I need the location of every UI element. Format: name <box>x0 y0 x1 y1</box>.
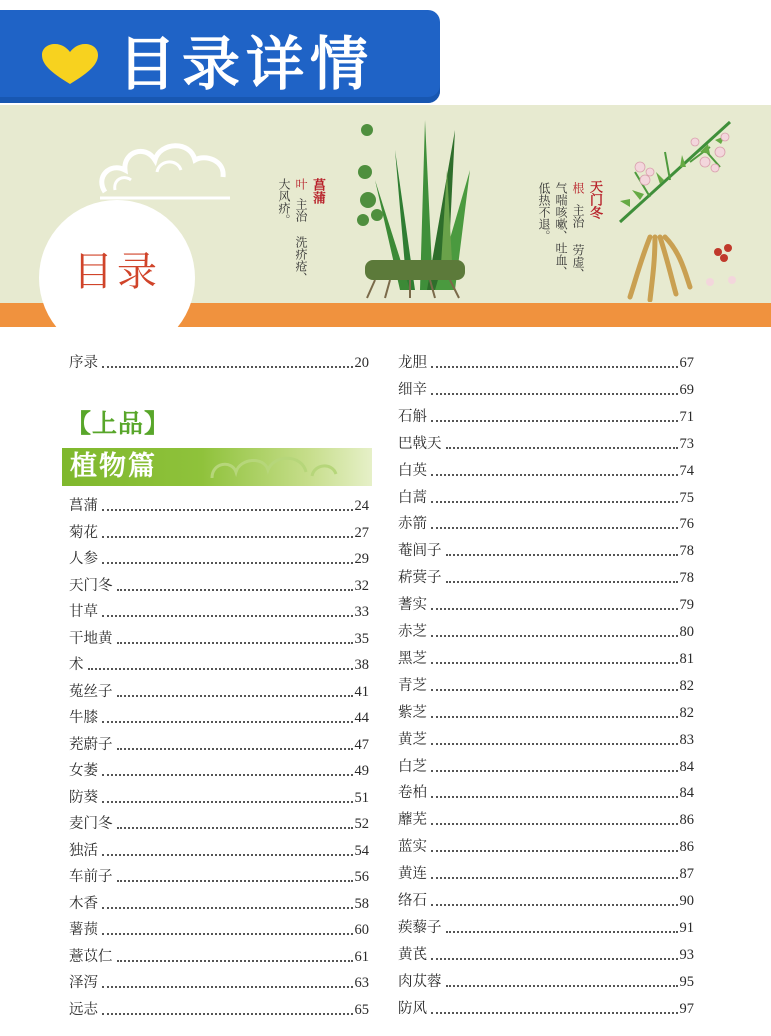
plant2-text3: 低热不退。 <box>537 182 551 242</box>
toc-entry-page: 84 <box>679 785 694 802</box>
toc-entry-page: 78 <box>679 570 694 587</box>
toc-entry-name: 菖蒲 <box>69 498 98 514</box>
toc-entry[interactable] <box>398 488 694 508</box>
toc-entry-page: 91 <box>679 919 694 936</box>
toc-entry-page: 47 <box>354 736 369 753</box>
plant1-part: 叶 <box>294 178 308 190</box>
toc-entry[interactable] <box>69 735 369 755</box>
toc-entry-page: 78 <box>679 543 694 560</box>
leader-dots <box>117 589 353 591</box>
toc-entry[interactable] <box>398 918 694 938</box>
cloud-decoration <box>202 450 367 484</box>
toc-entry-page: 63 <box>354 975 369 991</box>
leader-dots <box>431 850 678 852</box>
toc-entry-page: 33 <box>354 604 369 620</box>
toc-entry[interactable] <box>69 496 369 516</box>
leader-dots <box>431 420 678 422</box>
leader-dots <box>102 801 353 803</box>
leader-dots <box>117 748 353 750</box>
leader-dots <box>117 695 353 697</box>
leader-dots <box>431 904 678 906</box>
toc-entry-name: 肉苁蓉 <box>398 973 442 990</box>
leader-dots <box>446 581 678 583</box>
leader-dots <box>102 615 353 617</box>
toc-entry-page: 32 <box>354 577 369 594</box>
toc-entry-name: 远志 <box>69 1001 98 1018</box>
toc-entry[interactable] <box>69 549 369 569</box>
toc-entry-name: 黄连 <box>398 866 427 883</box>
leader-dots <box>102 509 353 511</box>
toc-entry[interactable] <box>398 407 694 427</box>
leader-dots <box>431 527 678 529</box>
leader-dots <box>102 907 353 909</box>
toc-entry[interactable] <box>69 761 369 781</box>
leader-dots <box>102 854 353 856</box>
toc-entry-name: 白蒿 <box>398 489 427 506</box>
toc-entry-name: 络石 <box>398 893 427 909</box>
plant1-text2: 大风疥。 <box>277 178 291 226</box>
toc-entry-name: 黄芝 <box>398 731 427 748</box>
toc-entry-name: 独活 <box>69 842 98 859</box>
toc-entry-page: 76 <box>679 516 694 533</box>
leader-dots <box>431 689 678 691</box>
toc-entry[interactable] <box>398 783 694 803</box>
toc-entry[interactable] <box>69 973 369 993</box>
leader-dots <box>117 880 353 882</box>
leader-dots <box>431 958 678 960</box>
leader-dots <box>431 393 678 395</box>
toc-entry[interactable] <box>398 864 694 884</box>
toc-entry-page: 27 <box>354 524 369 541</box>
toc-entry-name: 黑芝 <box>398 650 427 667</box>
toc-entry-page: 54 <box>354 842 369 859</box>
toc-entry-name: 卷柏 <box>398 785 427 802</box>
leader-dots <box>431 635 678 637</box>
header-banner <box>0 10 440 103</box>
plant2-text1: 劳虚、 <box>571 244 585 280</box>
toc-entry[interactable] <box>69 682 369 702</box>
toc-entry-page: 44 <box>354 710 369 726</box>
toc-entry[interactable] <box>398 353 694 373</box>
toc-entry-page: 24 <box>354 498 369 514</box>
toc-entry[interactable] <box>398 810 694 830</box>
leader-dots <box>431 366 678 368</box>
toc-entry[interactable] <box>398 595 694 615</box>
toc-entry-page: 60 <box>354 922 369 938</box>
leader-dots <box>102 986 353 988</box>
toc-entry[interactable] <box>398 514 694 534</box>
toc-entry-name: 菴闾子 <box>398 543 442 560</box>
plant1-treats: 主治 <box>294 198 308 222</box>
heart-icon <box>40 42 100 86</box>
toc-entry-page: 29 <box>354 551 369 567</box>
leader-dots <box>431 608 678 610</box>
toc-entry[interactable] <box>398 837 694 857</box>
toc-entry[interactable] <box>398 622 694 642</box>
leader-dots <box>431 877 678 879</box>
toc-entry[interactable] <box>69 523 369 543</box>
toc-entry[interactable] <box>69 655 369 675</box>
leader-dots <box>431 823 678 825</box>
toc-entry-name: 茺蔚子 <box>69 736 113 753</box>
leader-dots <box>117 642 353 644</box>
toc-entry-name: 甘草 <box>69 604 98 620</box>
toc-entry-page: 86 <box>679 839 694 856</box>
toc-entry-page: 67 <box>679 355 694 371</box>
toc-entry[interactable] <box>69 894 369 914</box>
toc-entry[interactable] <box>398 757 694 777</box>
toc-entry[interactable] <box>398 461 694 481</box>
toc-entry-page: 71 <box>679 408 694 425</box>
toc-entry-name: 青芝 <box>398 677 427 694</box>
toc-entry-page: 65 <box>354 1001 369 1018</box>
toc-entry-page: 95 <box>679 973 694 990</box>
toc-entry-page: 82 <box>679 677 694 694</box>
toc-entry-page: 74 <box>679 462 694 479</box>
toc-entry[interactable] <box>398 568 694 588</box>
toc-entry-page: 61 <box>354 948 369 965</box>
leader-dots <box>431 770 678 772</box>
leader-dots <box>102 774 353 776</box>
toc-entry-name: 细辛 <box>398 381 427 398</box>
leader-dots <box>102 933 353 935</box>
plant1-text1: 洗疥疮、 <box>294 236 308 284</box>
calamus-illustration <box>355 110 480 300</box>
mulu-label: 目录 <box>73 249 161 295</box>
toc-entry-name: 牛膝 <box>69 710 98 726</box>
toc-entry-page: 38 <box>354 657 369 673</box>
toc-entry-name: 赤箭 <box>398 516 427 533</box>
toc-entry[interactable] <box>69 920 369 940</box>
toc-entry-name: 菟丝子 <box>69 683 113 700</box>
toc-entry-name: 蓍实 <box>398 597 427 614</box>
toc-entry-name: 天门冬 <box>69 577 113 594</box>
toc-entry-name: 菥蓂子 <box>398 570 442 587</box>
category-bar <box>62 448 372 486</box>
toc-entry-name: 车前子 <box>69 869 113 885</box>
toc-entry-name: 赤芝 <box>398 624 427 640</box>
toc-entry-name: 黄芪 <box>398 946 427 963</box>
leader-dots <box>431 796 678 798</box>
plant2-name: 天门冬 <box>587 180 602 219</box>
leader-dots <box>446 985 678 987</box>
toc-entry-page: 83 <box>679 731 694 748</box>
toc-entry-page: 80 <box>679 624 694 640</box>
page-title: 目录详情 <box>118 30 375 98</box>
leader-dots <box>431 1012 678 1014</box>
leader-dots <box>431 501 678 503</box>
cloud-decoration <box>95 132 235 202</box>
toc-entry-name: 干地黄 <box>69 630 113 647</box>
toc-entry-page: 35 <box>354 630 369 647</box>
toc-entry-page: 20 <box>354 355 369 371</box>
toc-entry[interactable] <box>69 629 369 649</box>
plant2-text2: 气喘咳嗽、吐血、 <box>554 182 568 278</box>
asparagus-illustration <box>610 112 740 302</box>
leader-dots <box>102 721 353 723</box>
section-label: 【上品】 <box>66 409 171 438</box>
toc-entry[interactable] <box>398 380 694 400</box>
toc-entry[interactable] <box>69 867 369 887</box>
leader-dots <box>102 1013 353 1015</box>
plant1-name: 菖蒲 <box>310 178 325 204</box>
toc-entry[interactable] <box>69 841 369 861</box>
toc-entry-page: 73 <box>679 435 694 452</box>
toc-entry-name: 防葵 <box>69 789 98 806</box>
toc-entry[interactable] <box>398 730 694 750</box>
toc-entry-page: 56 <box>354 869 369 885</box>
mulu-circle <box>39 200 195 356</box>
toc-entry-name: 蘼芜 <box>398 812 427 829</box>
toc-entry-name: 石斛 <box>398 408 427 425</box>
toc-entry-page: 51 <box>354 789 369 806</box>
toc-entry-page: 49 <box>354 763 369 779</box>
toc-entry-name: 序录 <box>69 355 98 371</box>
toc-entry-name: 菊花 <box>69 524 98 541</box>
leader-dots <box>117 960 353 962</box>
toc-entry-name: 木香 <box>69 895 98 912</box>
toc-entry-name: 防风 <box>398 1000 427 1017</box>
toc-entry[interactable] <box>69 576 369 596</box>
toc-entry[interactable] <box>398 891 694 911</box>
toc-entry-page: 52 <box>354 816 369 832</box>
toc-entry-name: 龙胆 <box>398 355 427 371</box>
toc-entry-name: 巴戟天 <box>398 435 442 452</box>
toc-entry-name: 术 <box>69 657 84 673</box>
toc-entry-name: 薯蓣 <box>69 922 98 938</box>
toc-entry[interactable] <box>398 945 694 965</box>
toc-entry-page: 97 <box>679 1000 694 1017</box>
toc-entry-name: 泽泻 <box>69 975 98 991</box>
toc-entry-name: 薏苡仁 <box>69 948 113 965</box>
toc-entry[interactable] <box>69 814 369 834</box>
toc-entry-page: 81 <box>679 650 694 667</box>
toc-entry-page: 58 <box>354 895 369 912</box>
leader-dots <box>431 743 678 745</box>
leader-dots <box>102 366 353 368</box>
leader-dots <box>102 562 353 564</box>
toc-entry[interactable] <box>398 649 694 669</box>
toc-entry-name: 蓝实 <box>398 839 427 856</box>
toc-entry[interactable] <box>69 788 369 808</box>
leader-dots <box>446 447 678 449</box>
toc-entry[interactable] <box>69 602 369 622</box>
toc-entry[interactable] <box>398 999 694 1019</box>
leader-dots <box>446 554 678 556</box>
category-title: 植物篇 <box>70 451 157 482</box>
toc-entry-page: 87 <box>679 866 694 883</box>
toc-entry-name: 白芝 <box>398 758 427 775</box>
leader-dots <box>117 827 353 829</box>
plant2-part: 根 <box>571 182 585 194</box>
toc-entry-page: 41 <box>354 683 369 700</box>
toc-entry-page: 69 <box>679 381 694 398</box>
toc-entry-page: 86 <box>679 812 694 829</box>
toc-entry[interactable] <box>398 703 694 723</box>
toc-entry-page: 93 <box>679 946 694 963</box>
toc-entry-name: 蒺藜子 <box>398 919 442 936</box>
leader-dots <box>102 536 353 538</box>
toc-entry-page: 75 <box>679 489 694 506</box>
toc-entry-name: 女萎 <box>69 763 98 779</box>
leader-dots <box>446 931 678 933</box>
toc-entry-name: 麦门冬 <box>69 816 113 832</box>
plant2-treats: 主治 <box>571 204 585 228</box>
toc-entry[interactable] <box>398 434 694 454</box>
toc-entry-name: 紫芝 <box>398 704 427 721</box>
toc-entry-page: 79 <box>679 597 694 614</box>
toc-entry-page: 84 <box>679 758 694 775</box>
toc-entry-name: 白英 <box>398 462 427 479</box>
toc-entry-name: 人参 <box>69 551 98 567</box>
toc-entry[interactable] <box>398 972 694 992</box>
toc-entry[interactable] <box>69 947 369 967</box>
toc-entry[interactable] <box>398 541 694 561</box>
leader-dots <box>431 662 678 664</box>
leader-dots <box>431 716 678 718</box>
leader-dots <box>88 668 353 670</box>
toc-entry[interactable] <box>398 676 694 696</box>
toc-entry-page: 90 <box>679 893 694 909</box>
leader-dots <box>431 474 678 476</box>
toc-entry[interactable] <box>69 1000 369 1020</box>
toc-entry-page: 82 <box>679 704 694 721</box>
toc-entry-preface[interactable] <box>69 353 369 373</box>
toc-entry[interactable] <box>69 708 369 728</box>
